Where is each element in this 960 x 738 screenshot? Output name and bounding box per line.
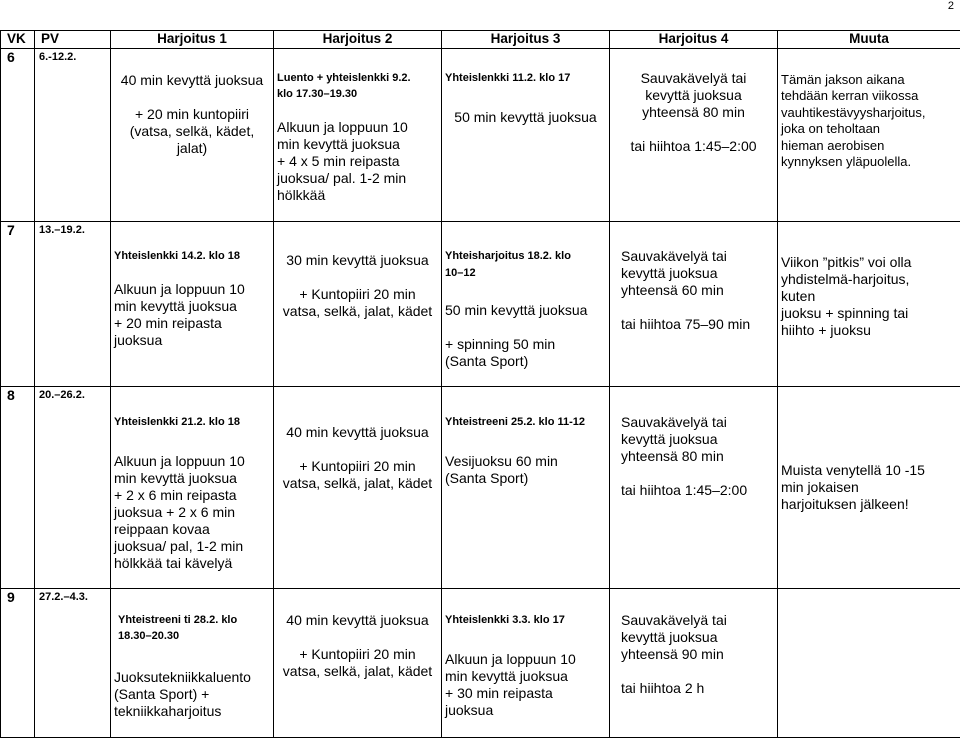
muuta-text: Tämän jakson aikana tehdään kerran viikossa vauhtikestävyysharjoitus, joka on teholtaan hieman aerobisen kynnyksen yläpuolella. — [781, 66, 957, 171]
muuta-cell — [778, 387, 960, 589]
harjoitus-4-cell — [610, 49, 778, 222]
date-range: 20.–26.2. — [35, 387, 111, 589]
harjoitus-3-cell — [442, 221, 610, 387]
header-harjoitus-1: Harjoitus 1 — [111, 31, 274, 49]
header-pv: PV — [35, 31, 111, 49]
harjoitus-2-cell — [274, 49, 442, 222]
harjoitus-1-cell — [111, 589, 274, 738]
harjoitus-1-text: 40 min kevyttä juoksua + 20 min kuntopiiri (vatsa, selkä, kädet, jalat) — [114, 66, 270, 157]
harjoitus-1-cell — [111, 221, 274, 387]
harjoitus-4-cell — [610, 589, 778, 738]
header-harjoitus-3: Harjoitus 3 — [442, 31, 610, 49]
harjoitus-2-text: 40 min kevyttä juoksua + Kuntopiiri 20 min vatsa, selkä, jalat, kädet — [277, 404, 438, 492]
header-row — [1, 31, 960, 49]
harjoitus-3-heading: Yhteistreeni 25.2. klo 11-12 — [445, 404, 606, 431]
header-harjoitus-4: Harjoitus 4 — [610, 31, 778, 49]
training-schedule-table — [0, 30, 960, 738]
harjoitus-1-text: Alkuun ja loppuun 10 min kevyttä juoksua + 20 min reipasta juoksua — [114, 281, 270, 349]
harjoitus-3-text: 50 min kevyttä juoksua — [445, 103, 606, 126]
harjoitus-3-text: 50 min kevyttä juoksua + spinning 50 min (Santa Sport) — [445, 298, 606, 370]
date-range: 6.-12.2. — [35, 49, 111, 222]
harjoitus-1-text: Juoksutekniikkaluento (Santa Sport) + tekniikkaharjoitus — [114, 661, 270, 720]
date-range: 27.2.–4.3. — [35, 589, 111, 738]
week-number: 6 — [1, 49, 35, 222]
table-row — [1, 589, 960, 738]
harjoitus-4-text: Sauvakävelyä tai kevyttä juoksua yhteensä 60 min tai hiihtoa 75–90 min — [613, 238, 774, 333]
header-vk: VK — [1, 31, 35, 49]
harjoitus-1-heading: Yhteislenkki 21.2. klo 18 — [114, 404, 270, 431]
header-harjoitus-2: Harjoitus 2 — [274, 31, 442, 49]
muuta-text: Viikon ”pitkis” voi olla yhdistelmä-harjoitus, kuten juoksu + spinning tai hiihto + juoksu — [781, 238, 957, 339]
harjoitus-1-cell — [111, 49, 274, 222]
harjoitus-3-heading: Yhteislenkki 3.3. klo 17 — [445, 606, 606, 629]
harjoitus-4-text: Sauvakävelyä tai kevyttä juoksua yhteensä 80 min tai hiihtoa 1:45–2:00 — [613, 404, 774, 499]
muuta-cell — [778, 49, 960, 222]
harjoitus-3-heading: Yhteisharjoitus 18.2. klo 10–12 — [445, 238, 606, 281]
harjoitus-2-cell — [274, 387, 442, 589]
harjoitus-3-cell — [442, 387, 610, 589]
harjoitus-2-heading: Luento + yhteislenkki 9.2. klo 17.30–19.30 — [277, 66, 438, 103]
week-number: 8 — [1, 387, 35, 589]
table-row — [1, 387, 960, 589]
muuta-cell — [778, 221, 960, 387]
harjoitus-4-cell — [610, 387, 778, 589]
harjoitus-3-heading: Yhteislenkki 11.2. klo 17 — [445, 66, 606, 87]
table-row — [1, 49, 960, 222]
harjoitus-1-cell — [111, 387, 274, 589]
harjoitus-3-cell — [442, 49, 610, 222]
harjoitus-4-cell — [610, 221, 778, 387]
harjoitus-1-heading: Yhteistreeni ti 28.2. klo 18.30–20.30 — [114, 606, 270, 645]
page-number: 2 — [948, 0, 954, 12]
harjoitus-2-cell — [274, 221, 442, 387]
harjoitus-1-heading: Yhteislenkki 14.2. klo 18 — [114, 238, 270, 265]
harjoitus-3-text: Alkuun ja loppuun 10 min kevyttä juoksua + 30 min reipasta juoksua — [445, 645, 606, 719]
week-number: 9 — [1, 589, 35, 738]
harjoitus-2-text: Alkuun ja loppuun 10 min kevyttä juoksua + 4 x 5 min reipasta juoksua/ pal. 1-2 min hölkkää — [277, 119, 438, 204]
muuta-text: Muista venytellä 10 -15 min jokaisen harjoituksen jälkeen! — [781, 462, 957, 513]
date-range: 13.–19.2. — [35, 221, 111, 387]
harjoitus-3-cell — [442, 589, 610, 738]
table-row — [1, 221, 960, 387]
harjoitus-4-text: Sauvakävelyä tai kevyttä juoksua yhteensä 90 min tai hiihtoa 2 h — [613, 606, 774, 697]
muuta-cell — [778, 589, 960, 738]
harjoitus-4-text: Sauvakävelyä tai kevyttä juoksua yhteensä 80 min tai hiihtoa 1:45–2:00 — [613, 66, 774, 155]
header-muuta: Muuta — [778, 31, 960, 49]
harjoitus-1-text: Alkuun ja loppuun 10 min kevyttä juoksua + 2 x 6 min reipasta juoksua + 2 x 6 min reippaan kovaa juoksua/ pal, 1-2 min hölkkää tai kävelyä — [114, 447, 270, 572]
harjoitus-3-text: Vesijuoksu 60 min (Santa Sport) — [445, 447, 606, 487]
harjoitus-2-text: 30 min kevyttä juoksua + Kuntopiiri 20 min vatsa, selkä, jalat, kädet — [277, 238, 438, 320]
harjoitus-2-text: 40 min kevyttä juoksua + Kuntopiiri 20 min vatsa, selkä, jalat, kädet — [277, 606, 438, 680]
week-number: 7 — [1, 221, 35, 387]
harjoitus-2-cell — [274, 589, 442, 738]
